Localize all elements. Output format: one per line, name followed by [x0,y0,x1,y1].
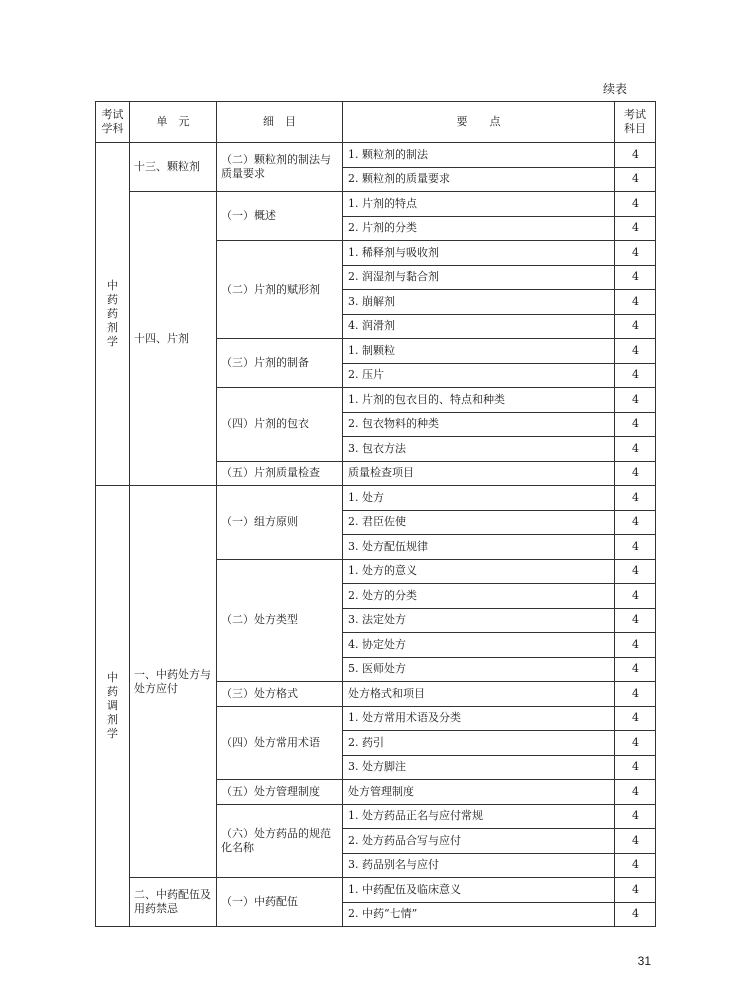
header-subject: 考试学科 [96,102,130,143]
table-row [96,878,656,903]
score-cell: 4 [615,902,656,927]
detail-cell: （四）处方常用术语 [217,706,343,780]
page-number: 31 [637,954,651,968]
point-cell: 2. 药引 [343,731,615,756]
score-cell: 4 [615,167,656,192]
score-cell: 4 [615,241,656,266]
point-cell: 2. 包衣物料的种类 [343,412,615,437]
score-cell: 4 [615,657,656,682]
detail-cell: （五）处方管理制度 [217,780,343,805]
score-cell: 4 [615,216,656,241]
score-cell: 4 [615,143,656,168]
detail-cell: （三）处方格式 [217,682,343,707]
point-cell: 2. 君臣佐使 [343,510,615,535]
detail-cell: （四）片剂的包衣 [217,388,343,462]
point-cell: 1. 处方的意义 [343,559,615,584]
score-cell: 4 [615,412,656,437]
detail-cell: （二）片剂的赋形剂 [217,241,343,339]
point-cell: 2. 压片 [343,363,615,388]
point-cell: 处方格式和项目 [343,682,615,707]
table-header [96,102,656,143]
point-cell: 2. 润湿剂与黏合剂 [343,265,615,290]
score-cell: 4 [615,437,656,462]
point-cell: 3. 药品别名与应付 [343,853,615,878]
unit-cell: 一、中药处方与处方应付 [130,486,217,878]
point-cell: 3. 处方配伍规律 [343,535,615,560]
header-score: 考试科目 [615,102,656,143]
detail-cell: （一）概述 [217,192,343,241]
point-cell: 2. 中药“七情” [343,902,615,927]
point-cell: 3. 崩解剂 [343,290,615,315]
point-cell: 2. 处方的分类 [343,584,615,609]
point-cell: 4. 润滑剂 [343,314,615,339]
point-cell: 4. 协定处方 [343,633,615,658]
point-cell: 2. 颗粒剂的质量要求 [343,167,615,192]
score-cell: 4 [615,682,656,707]
header-detail: 细 目 [217,102,343,143]
point-cell: 1. 片剂的包衣目的、特点和种类 [343,388,615,413]
point-cell: 1. 处方药品正名与应付常规 [343,804,615,829]
score-cell: 4 [615,804,656,829]
detail-cell: （六）处方药品的规范化名称 [217,804,343,878]
point-cell: 1. 制颗粒 [343,339,615,364]
score-cell: 4 [615,878,656,903]
detail-cell: （二）颗粒剂的制法与质量要求 [217,143,343,192]
score-cell: 4 [615,829,656,854]
score-cell: 4 [615,388,656,413]
score-cell: 4 [615,486,656,511]
score-cell: 4 [615,265,656,290]
detail-cell: （二）处方类型 [217,559,343,682]
point-cell: 1. 颗粒剂的制法 [343,143,615,168]
score-cell: 4 [615,314,656,339]
header-point: 要 点 [343,102,615,143]
unit-cell: 十三、颗粒剂 [130,143,217,192]
detail-cell: （五）片剂质量检查 [217,461,343,486]
score-cell: 4 [615,608,656,633]
table-row [96,486,656,511]
point-cell: 3. 包衣方法 [343,437,615,462]
syllabus-table [95,101,656,927]
subject-label: 中药药剂学 [107,279,118,348]
point-cell: 1. 片剂的特点 [343,192,615,217]
subject-label: 中药调剂学 [107,671,118,740]
point-cell: 1. 稀释剂与吸收剂 [343,241,615,266]
subject-cell [96,486,130,927]
continued-label: 续表 [602,82,627,96]
score-cell: 4 [615,584,656,609]
point-cell: 1. 处方 [343,486,615,511]
point-cell: 5. 医师处方 [343,657,615,682]
score-cell: 4 [615,339,656,364]
point-cell: 质量检查项目 [343,461,615,486]
point-cell: 3. 法定处方 [343,608,615,633]
score-cell: 4 [615,853,656,878]
point-cell: 2. 处方药品合写与应付 [343,829,615,854]
detail-cell: （三）片剂的制备 [217,339,343,388]
detail-cell: （一）组方原则 [217,486,343,560]
subject-cell [96,143,130,486]
score-cell: 4 [615,706,656,731]
point-cell: 3. 处方脚注 [343,755,615,780]
score-cell: 4 [615,290,656,315]
header-unit: 单 元 [130,102,217,143]
score-cell: 4 [615,780,656,805]
point-cell: 1. 中药配伍及临床意义 [343,878,615,903]
score-cell: 4 [615,559,656,584]
score-cell: 4 [615,363,656,388]
score-cell: 4 [615,633,656,658]
score-cell: 4 [615,755,656,780]
unit-cell: 十四、片剂 [130,192,217,486]
score-cell: 4 [615,535,656,560]
score-cell: 4 [615,192,656,217]
table-body [96,143,656,927]
table-row [96,143,656,168]
detail-cell: （一）中药配伍 [217,878,343,927]
score-cell: 4 [615,461,656,486]
score-cell: 4 [615,731,656,756]
point-cell: 1. 处方常用术语及分类 [343,706,615,731]
table-row [96,192,656,217]
point-cell: 处方管理制度 [343,780,615,805]
score-cell: 4 [615,510,656,535]
point-cell: 2. 片剂的分类 [343,216,615,241]
unit-cell: 二、中药配伍及用药禁忌 [130,878,217,927]
